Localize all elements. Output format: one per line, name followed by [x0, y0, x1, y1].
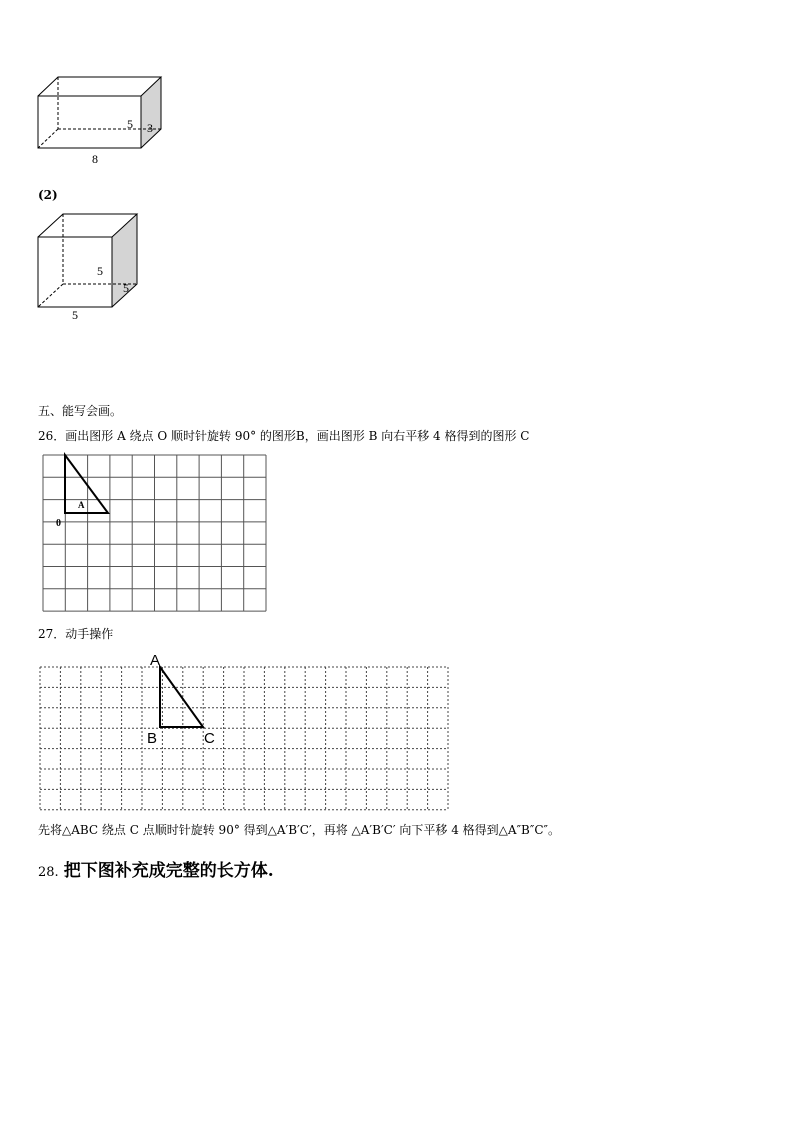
question-28-text: 把下图补充成完整的长方体. — [63, 861, 274, 881]
cuboid1-side-face — [141, 77, 161, 148]
cuboid1-width-label: 8 — [92, 152, 98, 166]
question-27-title: 27．动手操作 — [38, 627, 114, 641]
q27-grid — [38, 646, 450, 812]
figure-a-label: A — [78, 500, 85, 510]
cuboid1-depth-label: 5 — [127, 117, 133, 131]
vertex-a-label: A — [150, 652, 161, 669]
cube2-height-label: 5 — [123, 281, 129, 295]
point-o-label: 0 — [56, 518, 61, 529]
section-5-heading: 五、能写会画。 — [38, 404, 123, 418]
part-2-marker: (2) — [38, 188, 58, 202]
question-28 — [38, 856, 274, 881]
figure-a-triangle — [65, 455, 108, 513]
question-26-text: 26．画出图形 A 绕点 O 顺时针旋转 90° 的图形B，画出图形 B 向右平移 4 格得到的图形 C — [38, 429, 530, 443]
vertex-b-label: B — [147, 730, 158, 747]
triangle-abc — [160, 667, 203, 727]
cuboid1-front-face — [38, 96, 141, 148]
cuboid-figure-1 — [30, 70, 180, 170]
vertex-c-label: C — [204, 730, 215, 747]
question-28-number: 28. — [38, 865, 59, 880]
cube2-width-label: 5 — [72, 308, 78, 322]
q26-grid — [38, 452, 270, 614]
cuboid1-height-label: 3 — [147, 121, 153, 135]
cube-figure-2 — [30, 208, 150, 326]
question-27-instruction: 先将△ABC 绕点 C 点顺时针旋转 90° 得到△A′B′C′，再将 △A′B′C′ 向下平移 4 格得到△A″B″C″。 — [38, 823, 561, 837]
cube2-depth-label: 5 — [97, 264, 103, 278]
